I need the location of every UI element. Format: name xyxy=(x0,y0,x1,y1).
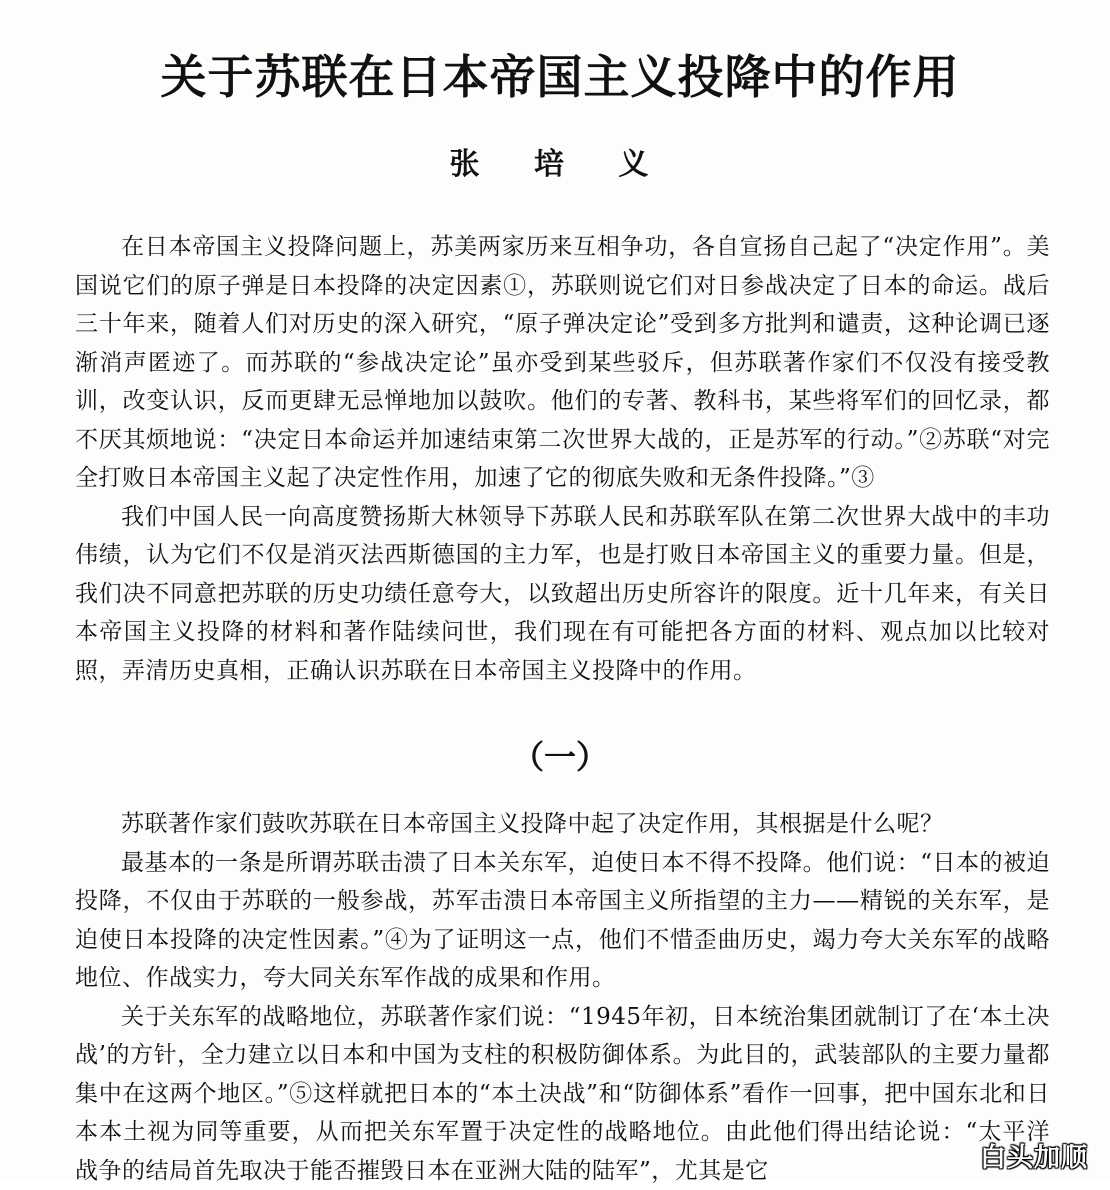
article-author: 张 培 义 xyxy=(60,140,1060,190)
paragraph: 苏联著作家们鼓吹苏联在日本帝国主义投降中起了决定作用，其根据是什么呢？ xyxy=(75,805,1050,844)
paragraph: 最基本的一条是所谓苏联击溃了日本关东军，迫使日本不得不投降。他们说：“日本的被迫投降，不仅由于苏联的一般参战，苏军击溃日本帝国主义所指望的主力——精锐的关东军，是迫使日本投降的决定性因素。”④为了证明这一点，他们不惜歪曲历史，竭力夸大关东军的战略地位、作战实力，夸大同关东军作战的成果和作用。 xyxy=(75,844,1050,998)
intro-section xyxy=(75,228,1050,690)
watermark: 白头加顺 xyxy=(980,1137,1088,1174)
section-one-body xyxy=(75,805,1050,1190)
article-title: 关于苏联在日本帝国主义投降中的作用 xyxy=(60,42,1060,112)
paragraph: 我们中国人民一向高度赞扬斯大林领导下苏联人民和苏联军队在第二次世界大战中的丰功伟绩，认为它们不仅是消灭法西斯德国的主力军，也是打败日本帝国主义的重要力量。但是，我们决不同意把苏联的历史功绩任意夸大，以致超出历史所容许的限度。近十几年来，有关日本帝国主义投降的材料和著作陆续问世，我们现在有可能把各方面的材料、观点加以比较对照，弄清历史真相，正确认识苏联在日本帝国主义投降中的作用。 xyxy=(75,498,1050,691)
paragraph: 关于关东军的战略地位，苏联著作家们说：“1945年初，日本统治集团就制订了在‘本土决战’的方针，全力建立以日本和中国为支柱的积极防御体系。为此目的，武装部队的主要力量都集中在这两个地区。”⑤这样就把日本的“本土决战”和“防御体系”看作一回事，把中国东北和日本本土视为同等重要，从而把关东军置于决定性的战略地位。由此他们得出结论说：“太平洋战争的结局首先取决于能否摧毁日本在亚洲大陆的陆军”，尤其是它 xyxy=(75,998,1050,1190)
paragraph: 在日本帝国主义投降问题上，苏美两家历来互相争功，各自宣扬自己起了“决定作用”。美国说它们的原子弹是日本投降的决定因素①，苏联则说它们对日参战决定了日本的命运。战后三十年来，随着人们对历史的深入研究，“原子弹决定论”受到多方批判和谴责，这种论调已逐渐消声匿迹了。而苏联的“参战决定论”虽亦受到某些驳斥，但苏联著作家们不仅没有接受教训，改变认识，反而更肆无忌惮地加以鼓吹。他们的专著、教科书，某些将军们的回忆录，都不厌其烦地说：“决定日本命运并加速结束第二次世界大战的，正是苏军的行动。”②苏联“对完全打败日本帝国主义起了决定性作用，加速了它的彻底失败和无条件投降。”③ xyxy=(75,228,1050,498)
section-heading: （一） xyxy=(60,733,1060,781)
